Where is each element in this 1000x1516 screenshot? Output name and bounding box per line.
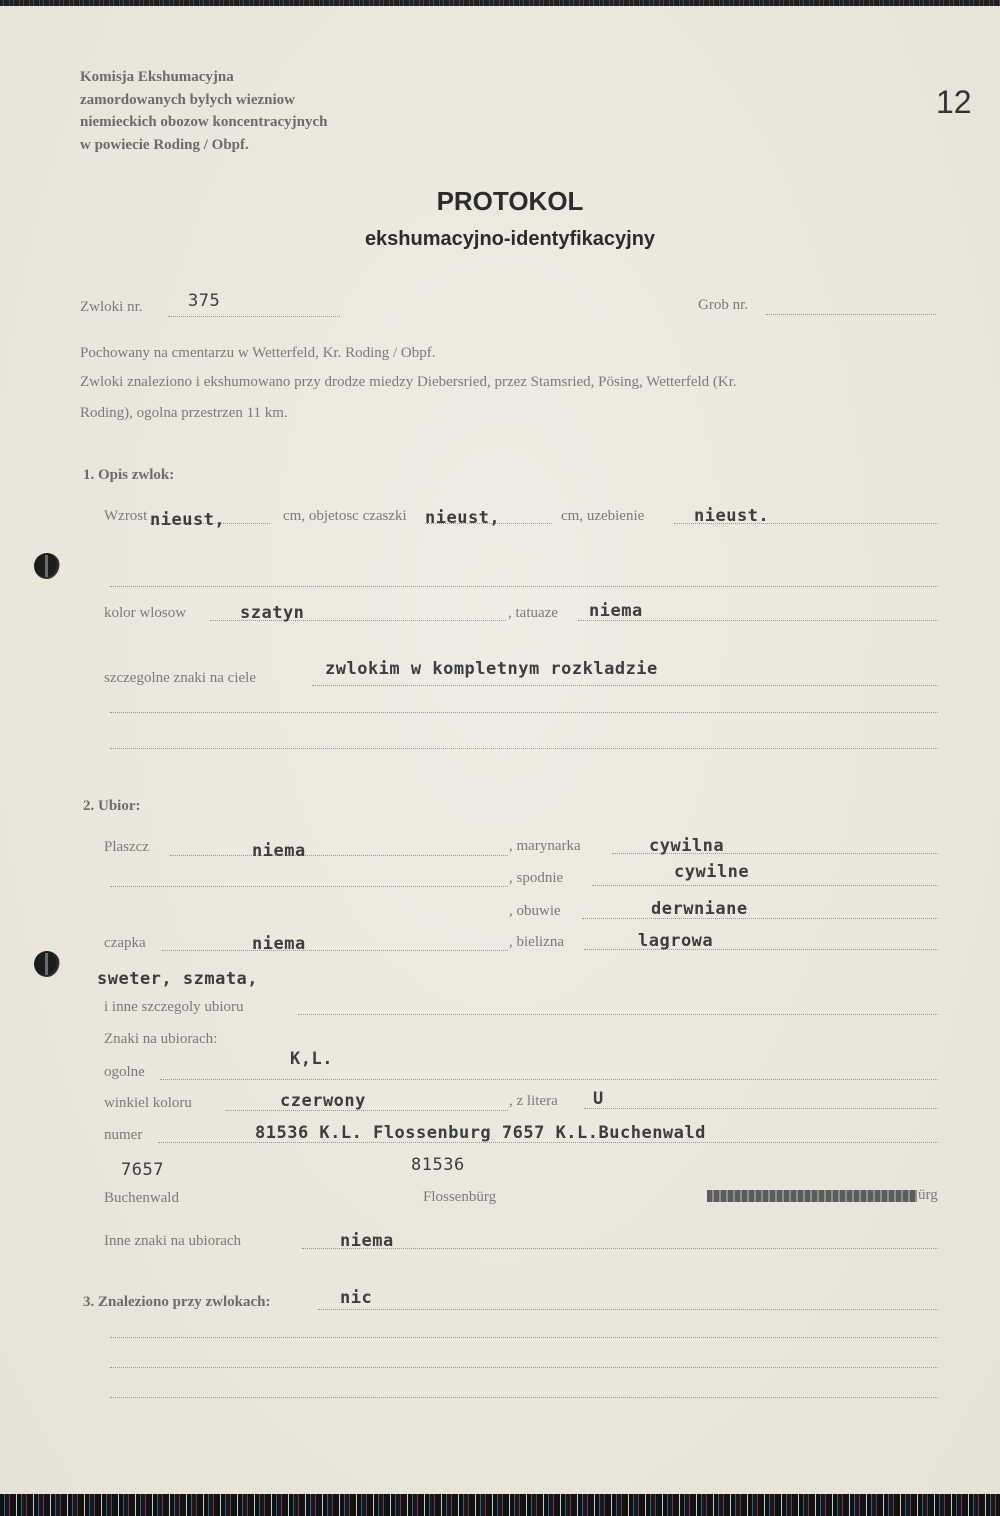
triangle-color-label: winkiel koloru [104,1095,192,1111]
coat-value: niema [252,841,306,861]
trousers-value: cywilne [674,862,750,882]
hair-value: szatyn [240,603,305,623]
section-3-heading: 3. Znaleziono przy zwlokach: [83,1294,271,1310]
letter-value: U [593,1089,604,1109]
tattoo-label: , tatuaze [508,605,558,621]
page-title: PROTOKOL [436,186,584,216]
height-value: nieust, [150,510,226,530]
teeth-label: cm, uzebienie [561,508,645,524]
underwear-label: , bielizna [509,934,564,950]
grave-number-label: Grob nr. [698,297,748,313]
letter-label: , z litera [509,1093,558,1109]
struck-out-text [707,1190,917,1202]
jacket-value: cywilna [649,836,725,856]
shoes-label: , obuwie [509,903,561,919]
cap-line [162,950,508,951]
commission-header [80,66,327,156]
blank-line [110,1337,938,1338]
other-marks-value: niema [340,1231,394,1251]
other-marks-label: Inne znaki na ubiorach [104,1233,242,1249]
hair-label: kolor wlosow [104,605,187,621]
commission-line: zamordowanych bylych wiezniow [80,91,295,108]
page-subtitle: ekshumacyjno-identyfikacyjny [364,228,656,250]
punch-hole [34,553,60,579]
section-2-heading: 2. Ubior: [83,798,141,814]
camp-name-1: Buchenwald [104,1190,179,1206]
body-number-label: Zwloki nr. [80,299,143,315]
letter-line [584,1108,938,1109]
prisoner-number-1: 7657 [121,1160,164,1180]
found-text-line-2: Roding), ogolna przestrzen 11 km. [80,405,288,421]
punch-hole [34,951,60,977]
body-number-value: 375 [188,291,221,311]
prisoner-number-2: 81536 [411,1155,465,1175]
clothing-marks-heading: Znaki na ubiorach: [104,1031,218,1047]
grave-number-line [766,314,936,315]
skull-label: cm, objetosc czaszki [283,508,407,524]
camp-name-2: Flossenbürg [423,1189,497,1205]
commission-line: w powiecie Roding / Obpf. [80,136,249,153]
blank-line [110,712,938,713]
cap-label: czapka [104,935,146,951]
number-label: numer [104,1127,143,1143]
burial-text: Pochowany na cmentarzu w Wetterfeld, Kr. Roding / Obpf. [80,345,436,361]
trousers-line [592,885,938,886]
number-value: 81536 K.L. Flossenburg 7657 K.L.Buchenwald [255,1123,706,1143]
height-label: Wzrost [104,508,148,524]
page-number: 12 [936,84,972,120]
film-bottom-edge [0,1494,1000,1516]
cap-value: niema [252,934,306,954]
blank-line [110,586,938,587]
general-marks-label: ogolne [104,1064,145,1080]
triangle-color-value: czerwony [280,1091,366,1111]
shoes-line [582,918,938,919]
underwear-value: lagrowa [638,931,714,951]
marks-value: zwlokim w kompletnym rozkladzie [325,659,658,679]
teeth-value: nieust. [694,506,770,526]
section-1-heading: 1. Opis zwlok: [83,467,175,483]
commission-line: Komisja Ekshumacyjna [80,69,234,85]
found-text-line-1: Zwloki znaleziono i ekshumowano przy drodze miedzy Diebersried, przez Stamsried, Pösing, Wetterfeld (Kr. [80,374,737,390]
general-marks-line [160,1079,938,1080]
coat-label: Plaszcz [104,839,149,855]
commission-line: niemieckich obozow koncentracyjnych [80,114,328,130]
blank-line [110,886,508,887]
blank-line [110,1397,938,1398]
skull-value: nieust, [425,508,501,528]
marks-line [312,685,938,686]
marks-label: szczegolne znaki na ciele [104,670,256,686]
blank-line [110,1367,938,1368]
camp-name-3-suffix: ürg [918,1187,938,1203]
other-marks-line [302,1248,938,1249]
general-marks-value: K,L. [290,1049,333,1069]
other-clothing-label: i inne szczegoly ubioru [104,999,244,1015]
other-clothing-value: sweter, szmata, [97,969,259,989]
coat-line [170,855,508,856]
found-items-value: nic [340,1288,373,1308]
shoes-value: derwniane [651,899,748,919]
trousers-label: , spodnie [509,870,564,886]
blank-line [110,748,938,749]
found-items-line [318,1309,938,1310]
other-clothing-line [298,1014,938,1015]
tattoo-value: niema [589,601,643,621]
triangle-color-line [226,1110,508,1111]
jacket-label: , marynarka [509,838,581,854]
body-number-line [168,316,340,317]
protocol-sheet [0,6,1000,1494]
